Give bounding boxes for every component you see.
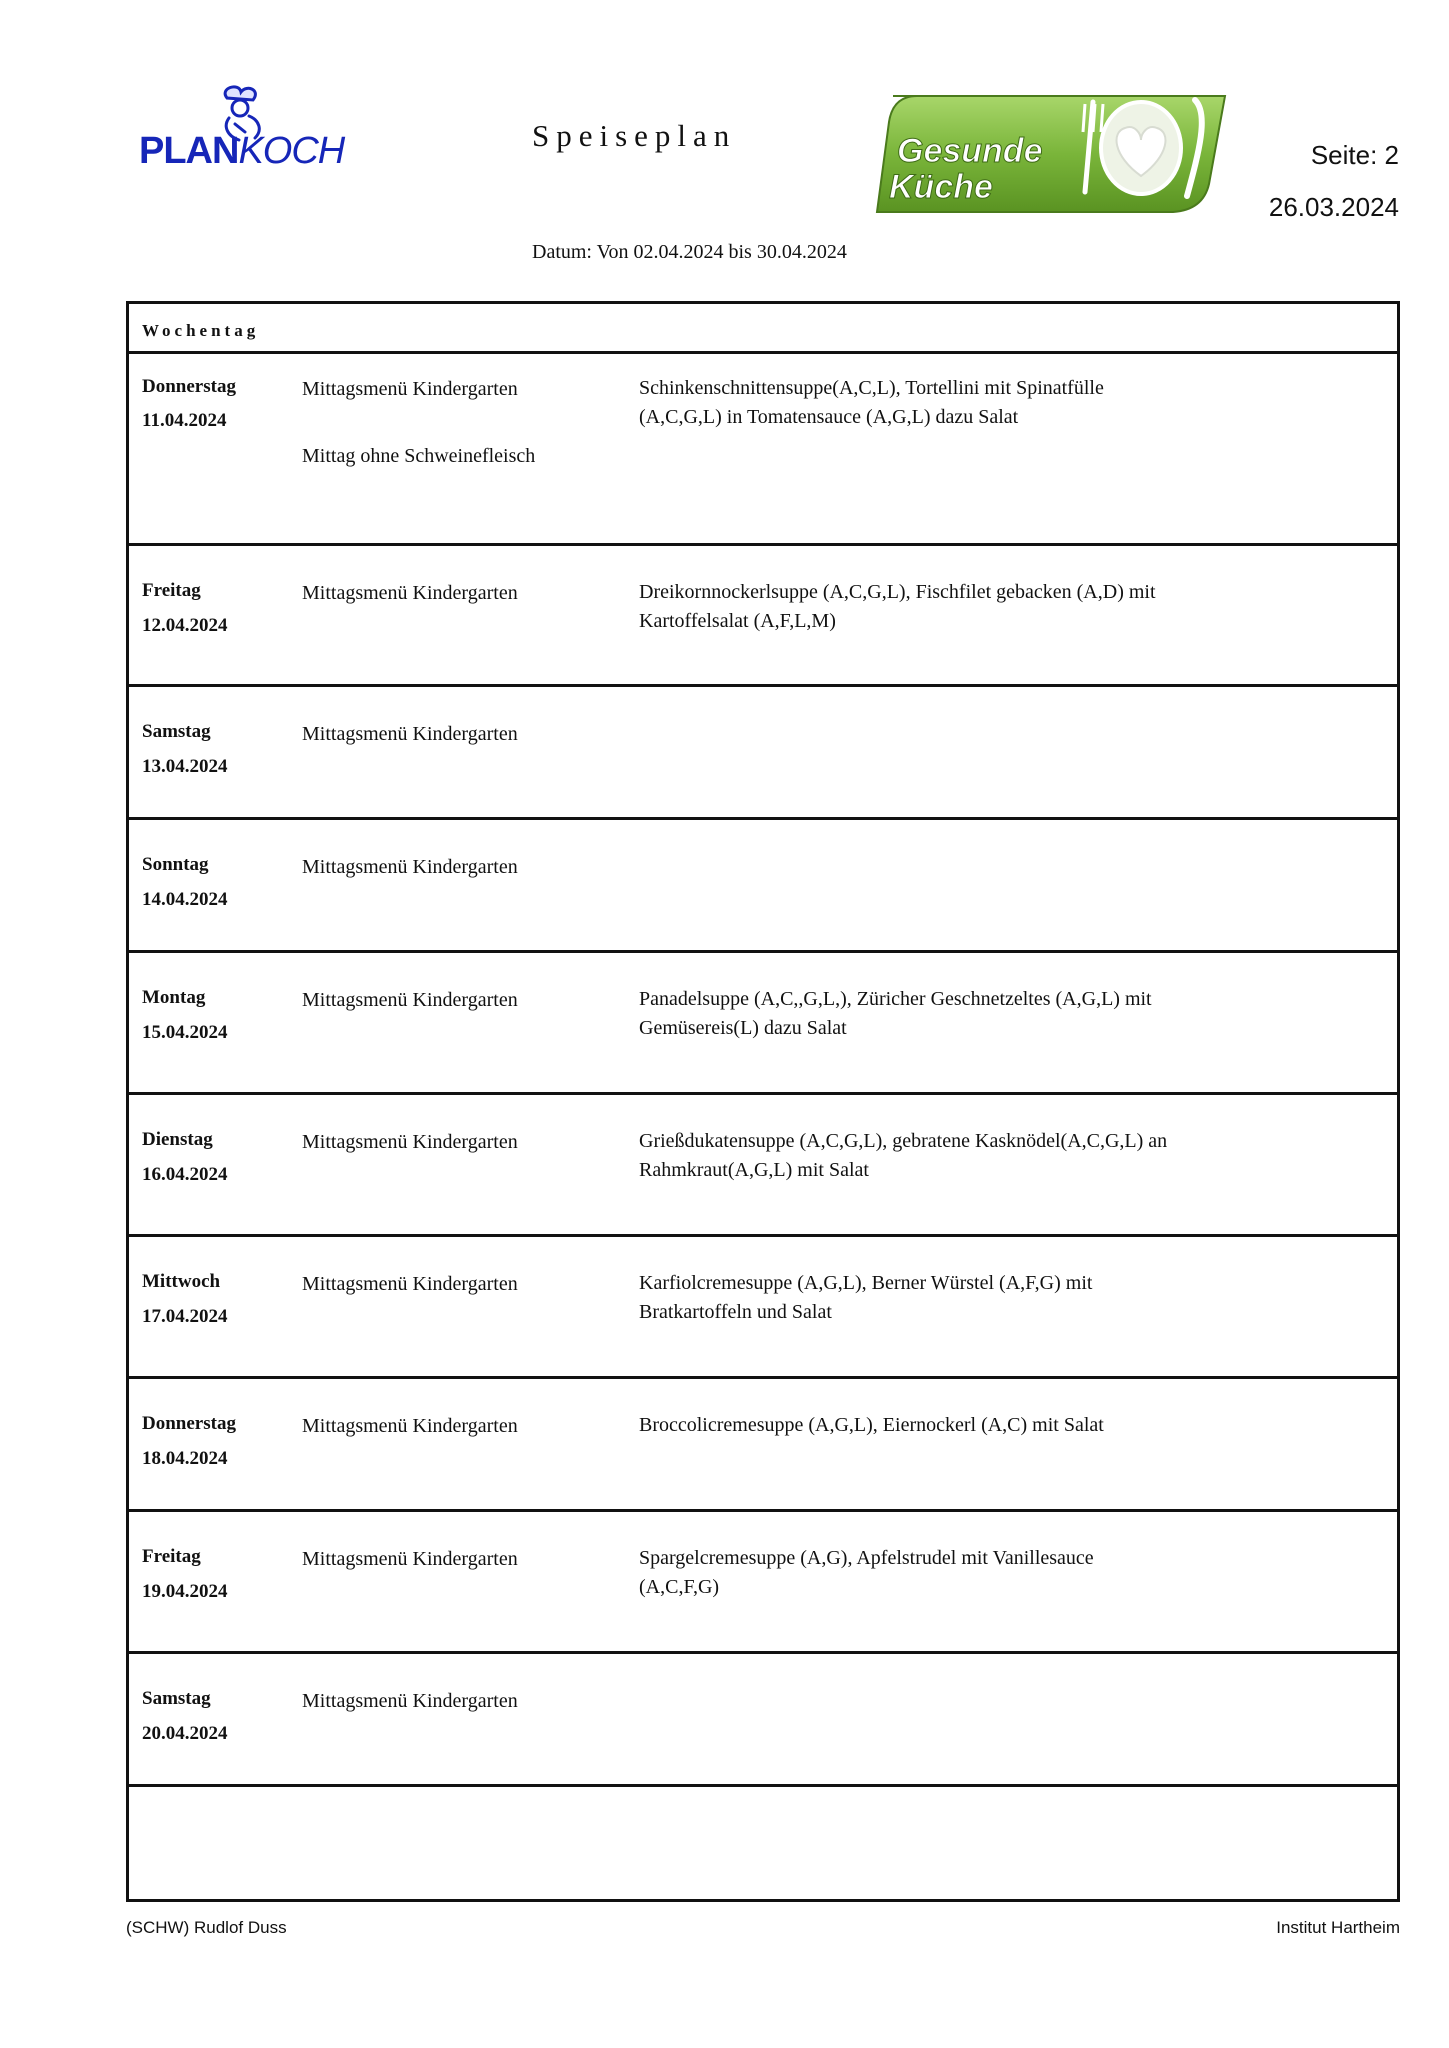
weekday: Donnerstag (142, 376, 236, 397)
dish-line: Gemüsereis(L) dazu Salat (639, 1017, 847, 1039)
dish-line: Rahmkraut(A,G,L) mit Salat (639, 1159, 869, 1181)
dish (639, 578, 1259, 636)
menu-name: Mittagsmenü Kindergarten (302, 723, 518, 745)
print-date: 26.03.2024 (1268, 192, 1399, 222)
menu-table (126, 301, 1400, 1902)
date: 13.04.2024 (142, 756, 228, 777)
menu-name: Mittagsmenü Kindergarten (302, 1690, 518, 1712)
dish (639, 1544, 1259, 1602)
weekday: Freitag (142, 580, 201, 601)
footer-author: (SCHW) Rudlof Duss (126, 1918, 287, 1937)
weekday: Dienstag (142, 1129, 213, 1150)
date: 16.04.2024 (142, 1164, 228, 1185)
table-row (129, 1237, 1397, 1379)
menu-name: Mittagsmenü Kindergarten (302, 1548, 518, 1570)
menu-name: Mittagsmenü Kindergarten (302, 378, 518, 400)
date: 15.04.2024 (142, 1022, 228, 1043)
table-row (129, 546, 1397, 687)
dish (639, 374, 1259, 432)
dish-line: (A,C,G,L) in Tomatensauce (A,G,L) dazu Salat (639, 406, 1019, 428)
table-row (129, 687, 1397, 820)
date: 14.04.2024 (142, 889, 228, 910)
dish-line: Panadelsuppe (A,C,,G,L,), Züricher Geschnetzeltes (A,G,L) mit (639, 988, 1152, 1010)
page-title: Speiseplan (532, 118, 737, 153)
weekday: Montag (142, 987, 206, 1008)
table-row (129, 1379, 1397, 1512)
date-range: Datum: Von 02.04.2024 bis 30.04.2024 (532, 241, 847, 263)
dish-line: Bratkartoffeln und Salat (639, 1301, 832, 1323)
table-header: Wochentag (129, 304, 1397, 354)
gesunde-kueche-logo (873, 92, 1233, 216)
menu-name: Mittagsmenü Kindergarten (302, 1415, 518, 1437)
weekday: Samstag (142, 1688, 211, 1709)
table-row (129, 820, 1397, 953)
menu-name: Mittagsmenü Kindergarten (302, 989, 518, 1011)
dish-line: Kartoffelsalat (A,F,L,M) (639, 610, 836, 632)
dish (639, 1269, 1259, 1327)
footer-institution: Institut Hartheim (1276, 1918, 1400, 1937)
table-row (129, 1512, 1397, 1654)
plankoch-wordmark: PLANKOCH (139, 130, 345, 172)
date: 20.04.2024 (142, 1723, 228, 1744)
weekday: Samstag (142, 721, 211, 742)
menu-name: Mittagsmenü Kindergarten (302, 856, 518, 878)
table-row (129, 1654, 1397, 1787)
date: 19.04.2024 (142, 1581, 228, 1602)
weekday: Donnerstag (142, 1413, 236, 1434)
dish (639, 985, 1259, 1043)
dish (639, 1127, 1259, 1185)
menu-name: Mittagsmenü Kindergarten (302, 582, 518, 604)
dish-line: Karfiolcremesuppe (A,G,L), Berner Würstel (A,F,G) mit (639, 1272, 1093, 1294)
gk-line2: Küche (889, 168, 993, 206)
weekday: Sonntag (142, 854, 209, 875)
menu-name-alt: Mittag ohne Schweinefleisch (302, 445, 536, 467)
page-number: Seite: 2 (1310, 140, 1399, 170)
page-header (0, 0, 1449, 290)
table-row (129, 953, 1397, 1095)
dish-line: Broccolicremesuppe (A,G,L), Eiernockerl (A,C) mit Salat (639, 1414, 1104, 1436)
date: 18.04.2024 (142, 1448, 228, 1469)
gk-line1: Gesunde (897, 132, 1043, 170)
weekday: Mittwoch (142, 1271, 221, 1292)
dish-line: Spargelcremesuppe (A,G), Apfelstrudel mit Vanillesauce (639, 1547, 1094, 1569)
dish (639, 1411, 1259, 1440)
plankoch-logo (135, 82, 345, 172)
date: 12.04.2024 (142, 615, 228, 636)
weekday: Freitag (142, 1546, 201, 1567)
dish-line: (A,C,F,G) (639, 1576, 720, 1598)
menu-name: Mittagsmenü Kindergarten (302, 1131, 518, 1153)
date: 11.04.2024 (142, 410, 227, 431)
table-row (129, 1095, 1397, 1237)
date: 17.04.2024 (142, 1306, 228, 1327)
dish-line: Schinkenschnittensuppe(A,C,L), Tortellini mit Spinatfülle (639, 377, 1104, 399)
dish-line: Grießdukatensuppe (A,C,G,L), gebratene Kasknödel(A,C,G,L) an (639, 1130, 1168, 1152)
dish-line: Dreikornnockerlsuppe (A,C,G,L), Fischfilet gebacken (A,D) mit (639, 581, 1156, 603)
table-row (129, 354, 1397, 546)
menu-name: Mittagsmenü Kindergarten (302, 1273, 518, 1295)
